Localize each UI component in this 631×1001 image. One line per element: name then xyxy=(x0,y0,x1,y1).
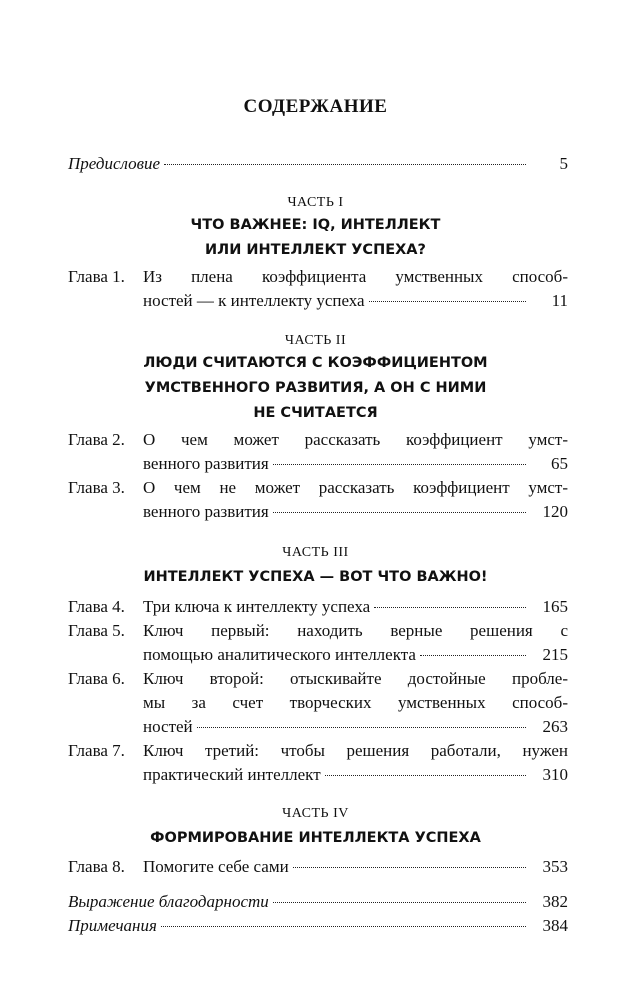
toc-entry-notes[interactable] xyxy=(68,914,568,938)
entry-line: ностей — к интеллекту успеха xyxy=(143,291,365,310)
page-number: 353 xyxy=(542,857,568,876)
toc-entry-chapter-1-cont[interactable] xyxy=(68,289,568,313)
entry-line: О чем может рассказать коэффициент умст- xyxy=(143,430,568,449)
entry-title: Примечания xyxy=(68,916,157,935)
toc-entry-chapter-6[interactable] xyxy=(68,667,568,691)
dot-leader xyxy=(273,463,526,465)
chapter-number: Глава 5. xyxy=(68,621,125,640)
toc-entry-chapter-3[interactable] xyxy=(68,476,568,500)
toc-entry-chapter-8[interactable] xyxy=(68,855,568,879)
page-number: 310 xyxy=(542,765,568,784)
part-2-title-line-2: УМСТВЕННОГО РАЗВИТИЯ, А ОН С НИМИ xyxy=(144,380,487,396)
toc-entry-chapter-4[interactable] xyxy=(68,595,568,619)
part-2-title-line-1: ЛЮДИ СЧИТАЮТСЯ С КОЭФФИЦИЕНТОМ xyxy=(143,355,488,371)
entry-title: Предисловие xyxy=(68,154,161,173)
part-1-title-line-1: ЧТО ВАЖНЕЕ: IQ, ИНТЕЛЛЕКТ xyxy=(190,217,441,233)
entry-line: Из плена коэффициента умственных способ- xyxy=(143,267,568,286)
chapter-number: Глава 3. xyxy=(68,478,125,497)
entry-line: практический интеллект xyxy=(143,765,321,784)
toc-entry-chapter-5-cont[interactable] xyxy=(68,643,568,667)
part-4-label: ЧАСТЬ IV xyxy=(282,806,349,821)
toc-entry-acknowledgements[interactable] xyxy=(68,890,568,914)
entry-line: помощью аналитического интеллекта xyxy=(143,645,416,664)
part-1-label: ЧАСТЬ I xyxy=(287,195,344,210)
dot-leader xyxy=(197,726,526,728)
chapter-number: Глава 7. xyxy=(68,741,125,760)
dot-leader xyxy=(325,774,526,776)
entry-line: Помогите себе сами xyxy=(143,857,289,876)
toc-entry-chapter-6-cont-1[interactable] xyxy=(68,691,568,715)
entry-line: ностей xyxy=(143,717,193,736)
toc-entry-chapter-7-cont[interactable] xyxy=(68,763,568,787)
entry-line: венного развития xyxy=(143,502,269,521)
part-3-label: ЧАСТЬ III xyxy=(282,545,349,560)
page-number: 215 xyxy=(542,645,568,664)
dot-leader xyxy=(374,606,526,608)
dot-leader xyxy=(293,866,526,868)
page-title: СОДЕРЖАНИЕ xyxy=(243,96,388,117)
part-2-label: ЧАСТЬ II xyxy=(284,333,347,348)
toc-entry-chapter-3-cont[interactable] xyxy=(68,500,568,524)
chapter-number: Глава 6. xyxy=(68,669,125,688)
toc-entry-chapter-7[interactable] xyxy=(68,739,568,763)
entry-line: мы за счет творческих умственных способ- xyxy=(143,693,568,712)
entry-line: Ключ второй: отыскивайте достойные пробле- xyxy=(143,669,568,688)
dot-leader xyxy=(420,654,526,656)
chapter-number: Глава 2. xyxy=(68,430,125,449)
page-number: 65 xyxy=(551,454,568,473)
toc-entry-chapter-2[interactable] xyxy=(68,428,568,452)
dot-leader xyxy=(161,925,526,927)
dot-leader xyxy=(369,300,526,302)
page-number: 382 xyxy=(542,892,568,911)
chapter-number: Глава 4. xyxy=(68,597,125,616)
toc-entry-chapter-2-cont[interactable] xyxy=(68,452,568,476)
page-number: 384 xyxy=(542,916,568,935)
entry-line: Три ключа к интеллекту успеха xyxy=(143,597,371,616)
toc-entry-chapter-1[interactable] xyxy=(68,265,568,289)
page-number: 11 xyxy=(551,291,568,310)
page-number: 165 xyxy=(542,597,568,616)
chapter-number: Глава 1. xyxy=(68,267,125,286)
page-number: 120 xyxy=(542,502,568,521)
entry-line: венного развития xyxy=(143,454,269,473)
entry-line: Ключ третий: чтобы решения работали, нужен xyxy=(143,741,568,760)
toc-entry-chapter-5[interactable] xyxy=(68,619,568,643)
entry-line: Ключ первый: находить верные решения с xyxy=(143,621,568,640)
dot-leader xyxy=(164,163,526,165)
chapter-number: Глава 8. xyxy=(68,857,125,876)
entry-title: Выражение благодарности xyxy=(68,892,269,911)
part-1-title-line-2: ИЛИ ИНТЕЛЛЕКТ УСПЕХА? xyxy=(205,242,426,258)
toc-entry-preface[interactable] xyxy=(68,152,568,176)
page-number: 5 xyxy=(559,154,568,173)
page-number: 263 xyxy=(542,717,568,736)
entry-line: О чем не может рассказать коэффициент умст- xyxy=(143,478,568,497)
dot-leader xyxy=(273,901,526,903)
part-3-title-line-1: ИНТЕЛЛЕКТ УСПЕХА — ВОТ ЧТО ВАЖНО! xyxy=(143,569,488,585)
toc-entry-chapter-6-cont-2[interactable] xyxy=(68,715,568,739)
part-4-title-line-1: ФОРМИРОВАНИЕ ИНТЕЛЛЕКТА УСПЕХА xyxy=(150,830,481,846)
dot-leader xyxy=(273,511,526,513)
part-2-title-line-3: НЕ СЧИТАЕТСЯ xyxy=(253,405,378,421)
